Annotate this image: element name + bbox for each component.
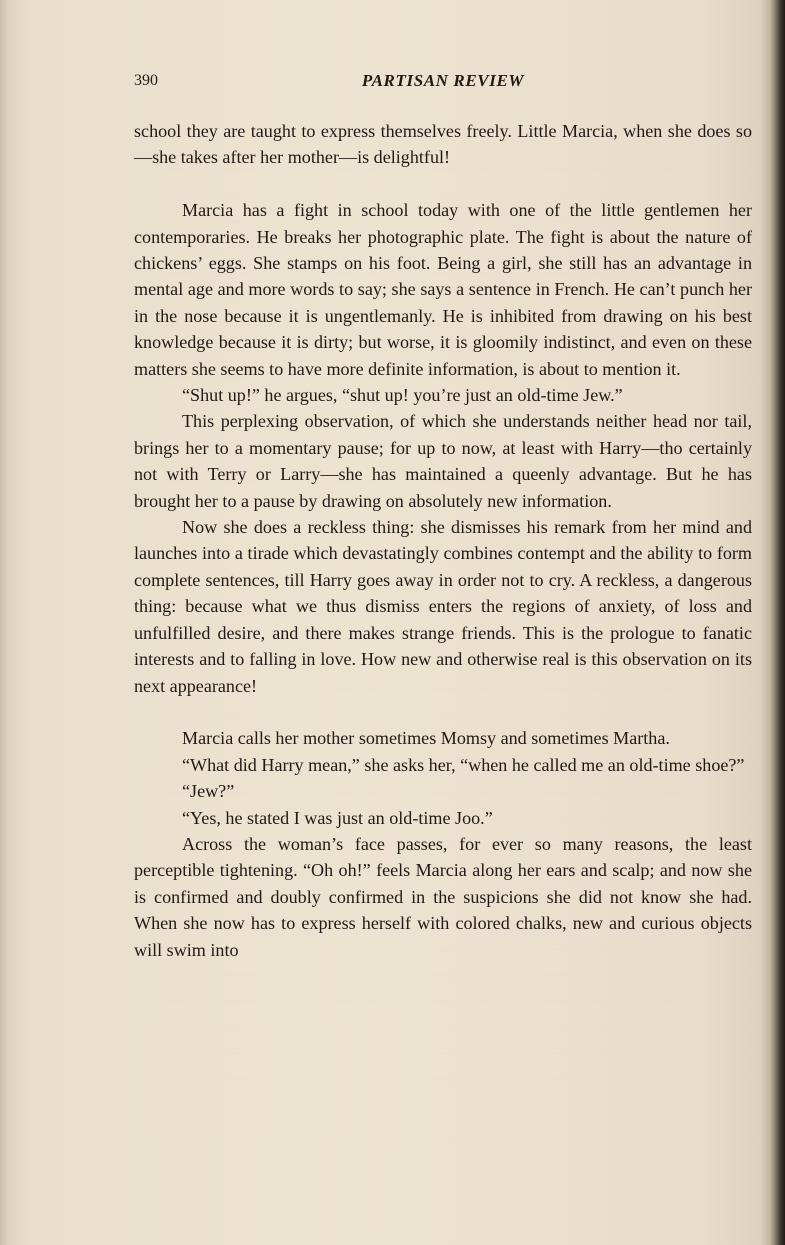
running-header: [134, 70, 752, 98]
paragraph-shut-up: “Shut up!” he argues, “shut up! you’re just an old-time Jew.”: [182, 385, 623, 406]
page-number: 390: [134, 72, 158, 89]
paragraph-jew: “Jew?”: [182, 781, 235, 802]
journal-title: PARTISAN REVIEW: [361, 71, 525, 90]
paragraph-continuation: school they are taught to express themselves freely. Little Marcia, when she does so—she takes after her mother—is delightful!: [134, 121, 752, 168]
paragraph-mother-names: Marcia calls her mother sometimes Momsy and sometimes Martha.: [182, 728, 670, 749]
paragraph-reckless: Now she does a reckless thing: she dismisses his remark from her mind and launches into a tirade which devastatingly combines contempt and the ability to form complete sentences, till Harry goes away in order not to cry. A reckless, a dangerous thing: because what we thus dismiss enters the regions of anxiety, of loss and unfulfilled desire, and there makes strange friends. This is the prologue to fanatic interests and to falling in love. How new and otherwise real is this observation on its next appearance!: [134, 517, 752, 696]
paragraph-perplexing: This perplexing observation, of which she understands neither head nor tail, brings her to a momentary pause; for up to now, at least with Harry—tho certainly not with Terry or Larry—she has maintained a queenly advantage. But he has brought her to a pause by drawing on absolutely new information.: [134, 411, 752, 511]
paragraph-question: “What did Harry mean,” she asks her, “when he called me an old-time shoe?”: [182, 754, 745, 775]
paragraph-fight: Marcia has a fight in school today with one of the little gentlemen her contemporaries. He breaks her photographic plate. The fight is about the nature of chickens’ eggs. She stamps on his foot. Being a girl, she still has an advantage in mental age and more words to say; she says a sentence in French. He can’t punch her in the nose because it is ungentlemanly. He is inhibited from drawing on his best knowledge because it is dirty; but worse, it is gloomily indistinct, and even on these matters she seems to have more definite information, is about to mention it.: [134, 200, 752, 379]
paragraph-joo: “Yes, he stated I was just an old-time Joo.”: [182, 807, 493, 828]
body-text: [134, 118, 752, 963]
paragraph-tightening: Across the woman’s face passes, for ever so many reasons, the least perceptible tightening. “Oh oh!” feels Marcia along her ears and scalp; and now she is confirmed and doubly confirmed in the suspicions she did not know she had. When she now has to express herself with colored chalks, new and curious objects will swim into: [134, 833, 752, 960]
